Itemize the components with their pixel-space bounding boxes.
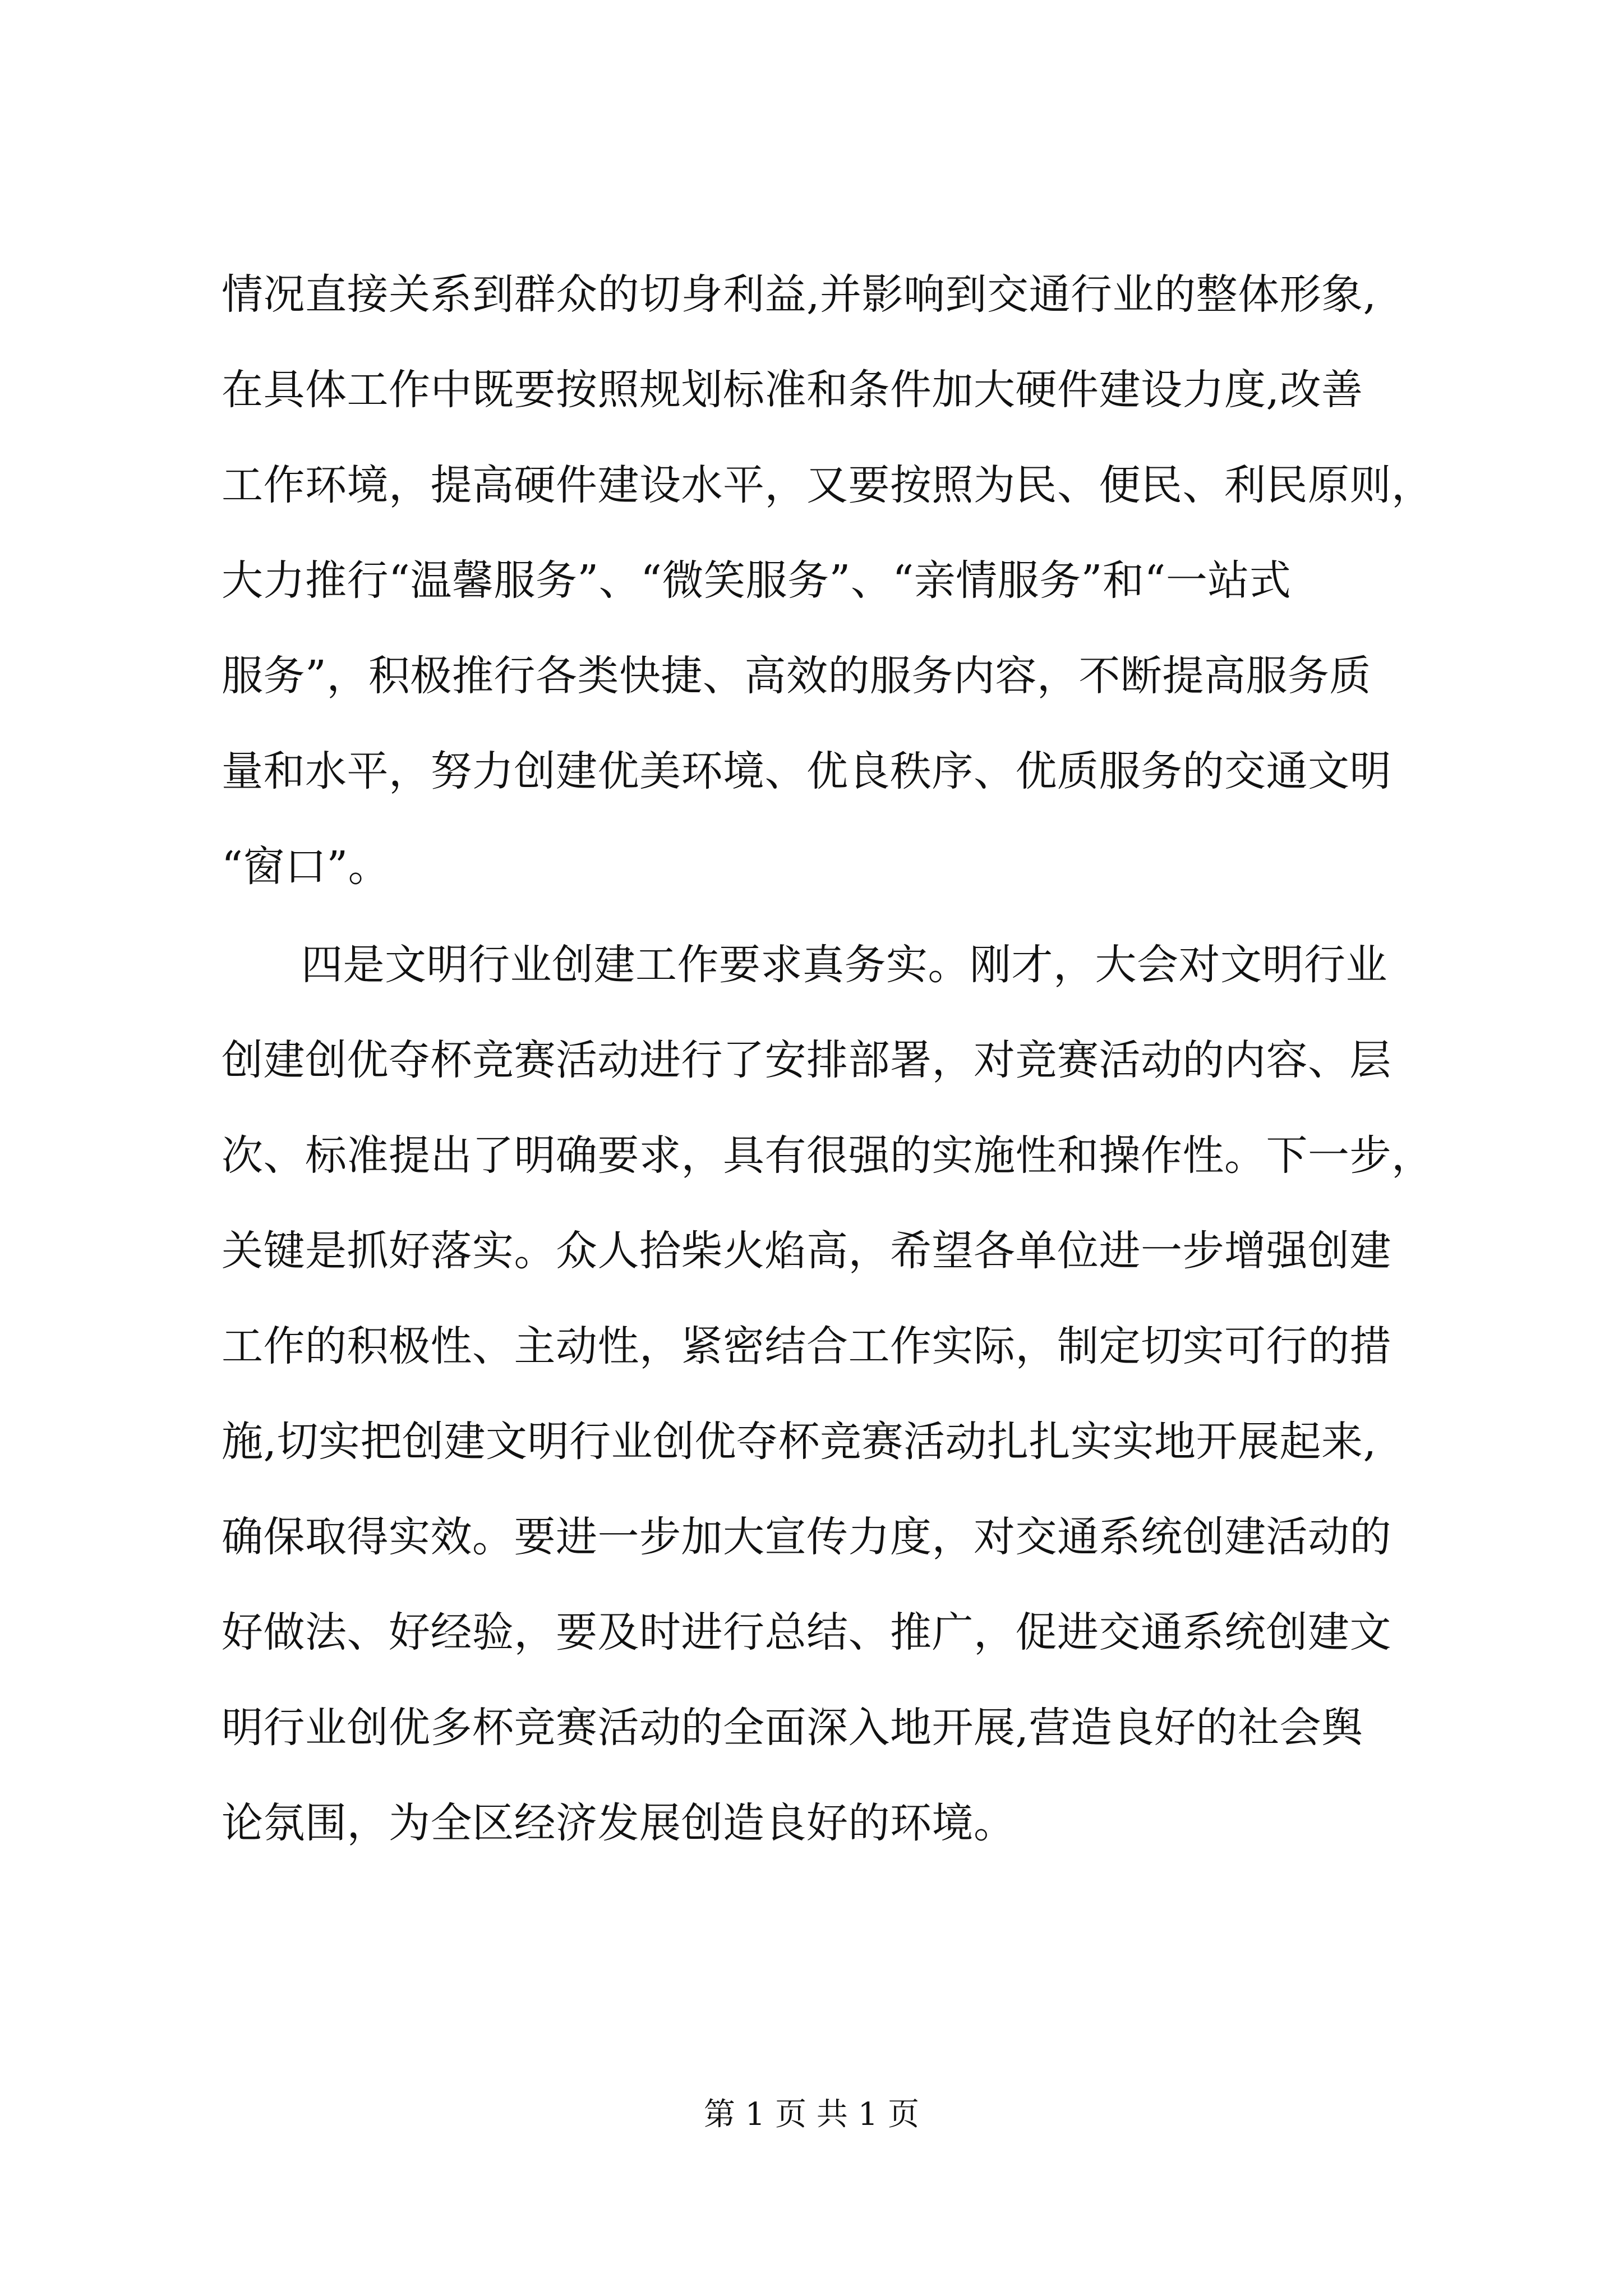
paragraph-first-line: 四是文明行业创建工作要求真务实。刚才，大会对文明行业 [301,941,1387,989]
text-line: 在具体工作中既要按照规划标准和条件加大硬件建设力度,改善 [222,366,1363,414]
text-line: “窗口”。 [222,843,390,891]
text-line: 情况直接关系到群众的切身利益,并影响到交通行业的整体形象, [222,270,1377,319]
text-line: 量和水平，努力创建优美环境、优良秩序、优质服务的交通文明 [222,747,1391,795]
text-line: 大力推行“温馨服务”、“微笑服务”、“亲情服务”和“一站式 [222,556,1292,605]
text-line: 施,切实把创建文明行业创优夺杯竞赛活动扎扎实实地开展起来, [222,1418,1377,1466]
text-line: 工作的积极性、主动性，紧密结合工作实际，制定切实可行的措 [222,1322,1391,1370]
text-line: 好做法、好经验，要及时进行总结、推广，促进交通系统创建文 [222,1608,1391,1657]
text-line: 论氛围，为全区经济发展创造良好的环境。 [222,1799,1016,1847]
text-line: 确保取得实效。要进一步加大宣传力度，对交通系统创建活动的 [222,1513,1391,1561]
page-footer: 第 1 页 共 1 页 [703,2096,920,2133]
text-line: 创建创优夺杯竞赛活动进行了安排部署，对竞赛活动的内容、层 [222,1036,1391,1084]
text-line: 服务”，积极推行各类快捷、高效的服务内容，不断提高服务质 [222,652,1371,700]
text-line: 工作环境，提高硬件建设水平，又要按照为民、便民、利民原则， [222,461,1433,509]
text-line: 关键是抓好落实。众人拾柴火焰高，希望各单位进一步增强创建 [222,1227,1391,1275]
text-line: 次、标准提出了明确要求，具有很强的实施性和操作性。下一步， [222,1131,1433,1180]
text-line: 明行业创优多杯竞赛活动的全面深入地开展,营造良好的社会舆 [222,1704,1363,1752]
